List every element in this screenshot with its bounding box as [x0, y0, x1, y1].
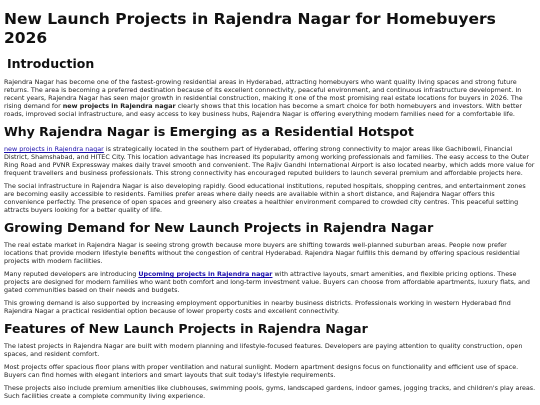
intro-paragraph	[4, 78, 536, 118]
intro-heading: Introduction	[7, 56, 95, 71]
growing-heading: Growing Demand for New Launch Projects in Rajendra Nagar	[4, 220, 434, 235]
intro-text-a: Rajendra Nagar has become one of the fastest-growing residential areas in Hyderabad, attracting homebuyers who want quality living spaces and strong future returns. The area is becoming a preferred destination because of its excellent connectivity, peaceful environment, and continuous infrastructure development. In recent years, Rajendra Nagar has seen major growth in residential construction, making it one of the most promising real estate locations for buyers in 2026. The rising demand for	[4, 78, 523, 110]
growing-text-a: Many reputed developers are introducing	[4, 270, 139, 278]
growing-paragraph-3: This growing demand is also supported by increasing employment opportunities in nearby business districts. Professionals working in western Hyderabad find Rajendra Nagar a practical residential option because of lower property costs and excellent connectivity.	[4, 299, 511, 315]
page-title: New Launch Projects in Rajendra Nagar for Homebuyers 2026	[4, 10, 496, 47]
why-heading: Why Rajendra Nagar is Emerging as a Residential Hotspot	[4, 124, 414, 139]
features-paragraph-2: Most projects offer spacious floor plans with proper ventilation and natural sunlight. Modern apartment designs focus on functionality and efficient use of space. Buyers can find homes with elegant interiors and smart layouts that suit today's lifestyle requirements.	[4, 363, 519, 379]
growing-paragraph-1: The real estate market in Rajendra Nagar is seeing strong growth because more buyers are shifting towards well-planned suburban areas. People now prefer locations that provide modern lifestyle benefits without the congestion of central Hyderabad. Rajendra Nagar fulfills this demand by offering spacious residential projects with modern facilities.	[4, 241, 520, 265]
growing-text-b: with attractive layouts, smart amenities, and flexible pricing options. These projects are designed for modern families who want both comfort and long-term investment value. Buyers can choose from affordable apartments, luxury flats, and gated communities based on their needs and budgets.	[4, 270, 530, 294]
why-paragraph-1	[4, 145, 536, 177]
intro-keyword: new projects in Rajendra nagar	[62, 102, 176, 110]
features-heading: Features of New Launch Projects in Rajendra Nagar	[4, 321, 368, 336]
new-projects-link[interactable]: new projects in Rajendra nagar	[4, 145, 104, 153]
upcoming-projects-link[interactable]: Upcoming projects in Rajendra nagar	[138, 270, 273, 278]
features-paragraph-1: The latest projects in Rajendra Nagar are built with modern planning and lifestyle-focused features. Developers are paying attention to quality construction, open spaces, and resident comfort.	[4, 342, 523, 358]
why-text-1: is strategically located in the southern part of Hyderabad, offering strong connectivity to major areas like Gachibowli, Financial District, Shamshabad, and HITEC City. This location advantage has increased its popularity among working professionals and families. The easy access to the Outer Ring Road and PVNR Expressway makes daily travel smooth and convenient. The Rajiv Gandhi International Airport is also located nearby, which adds more value for frequent travellers and business professionals. This strong connectivity has encouraged reputed builders to launch several premium and affordable projects here.	[4, 145, 535, 177]
features-paragraph-3: These projects also include premium amenities like clubhouses, swimming pools, gyms, landscaped gardens, indoor games, jogging tracks, and children's play areas. Such facilities create a complete community living experience.	[4, 384, 536, 400]
intro-text-b: clearly shows that this location has become a smart choice for both homebuyers and investors. With better roads, improved social infrastructure, and easy access to key business hubs, Rajendra Nagar is offering everything modern families need for a comfortable life.	[4, 102, 523, 118]
why-paragraph-2: The social infrastructure in Rajendra Nagar is also developing rapidly. Good educational institutions, reputed hospitals, shopping centres, and entertainment zones are becoming easily accessible to residents. Families prefer areas where daily needs are available within a short distance, and Rajendra Nagar offers this convenience perfectly. The presence of open spaces and greenery also creates a healthier environment compared to crowded city centres. This peaceful setting attracts buyers looking for a better quality of life.	[4, 182, 526, 214]
growing-paragraph-2	[4, 270, 536, 294]
